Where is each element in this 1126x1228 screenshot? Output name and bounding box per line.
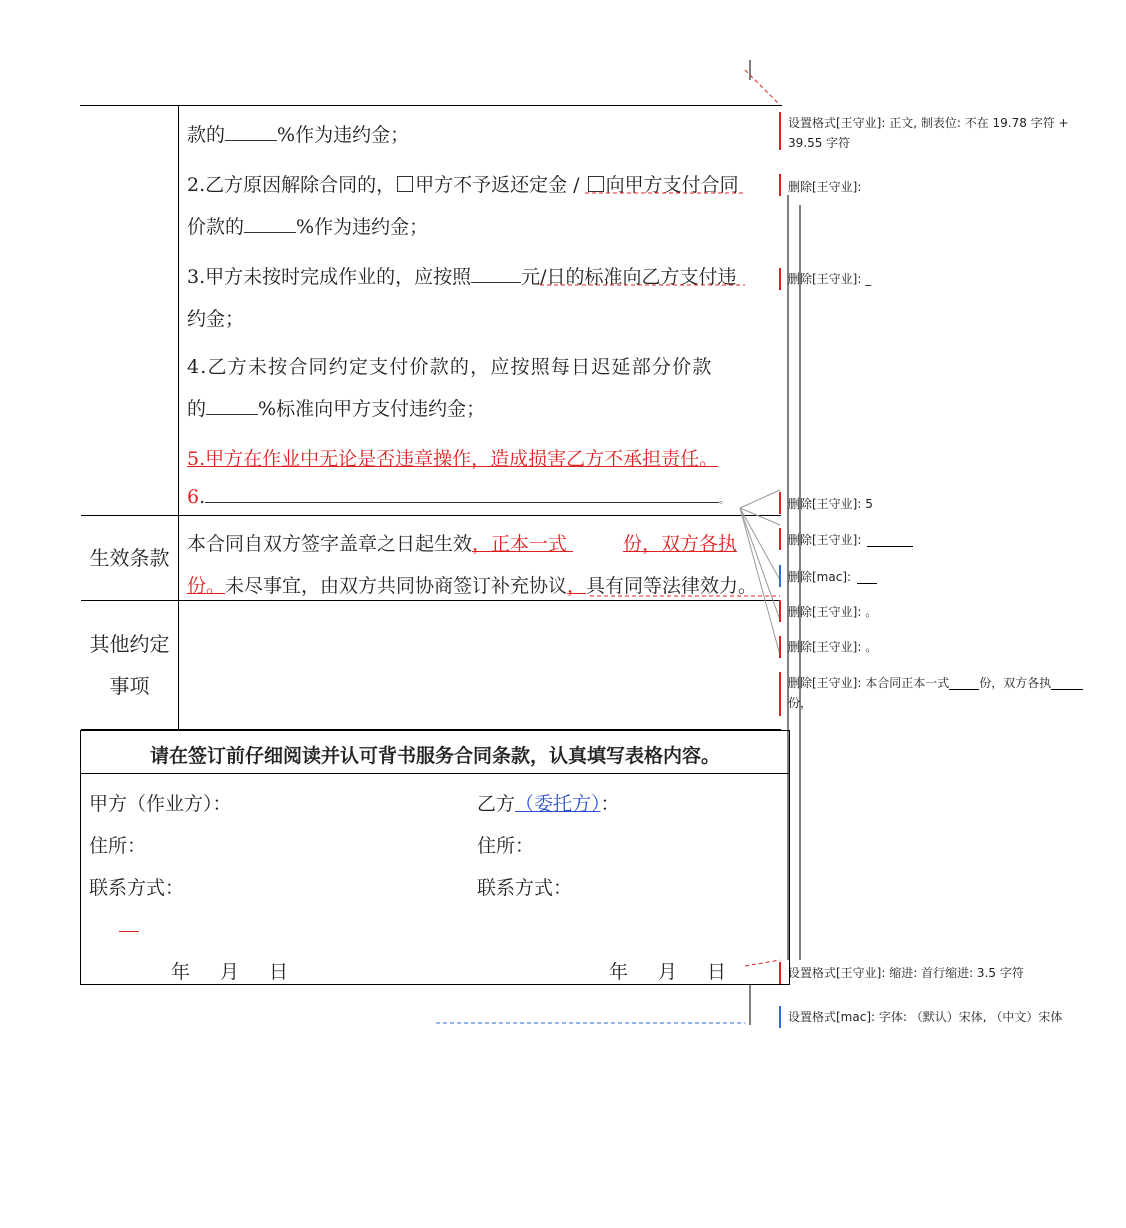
notice-text: 请在签订前仔细阅读并认可背书服务合同条款，认真填写表格内容。 <box>81 731 789 774</box>
comment-format-1[interactable]: 设置格式[王守业]: 正文, 制表位: 不在 19.78 字符 + 39.55 字符 <box>788 116 1069 150</box>
clause-line-6: 4.乙方未按合同约定支付价款的，应按照每日迟延部分价款 <box>187 356 713 378</box>
comment-marker <box>779 636 781 658</box>
comment-marker <box>779 962 781 984</box>
party-b-title: 乙方（委托方）： <box>477 793 620 815</box>
party-b-date: 年 月 日 <box>609 961 727 983</box>
effect-line-1: 本合同自双方签字盖章之日起生效，正本一式 份，双方各执 <box>187 533 738 555</box>
comment-format-2[interactable]: 设置格式[王守业]: 缩进: 首行缩进: 3.5 字符 <box>788 966 1024 980</box>
comment-delete-mac[interactable]: 删除[mac]: <box>788 568 877 585</box>
comment-marker <box>779 492 781 514</box>
other-label: 其他约定 事项 <box>81 600 179 729</box>
comment-delete-1[interactable]: 删除[王守业]: <box>788 180 862 194</box>
clause-line-9: 6. 。 <box>187 486 730 508</box>
clause-line-8-inserted: 5.甲方在作业中无论是否违章操作，造成损害乙方不承担责任。 <box>187 448 719 470</box>
comment-delete-5[interactable]: 删除[王守业]: 。 <box>788 605 878 619</box>
clause-line-2: 2.乙方原因解除合同的， 甲方不予返还定金 / 向甲方支付合同 <box>187 174 739 196</box>
comment-marker <box>779 565 781 587</box>
comment-delete-3[interactable]: 删除[王守业]: 5 <box>788 497 873 511</box>
comment-marker <box>779 600 781 622</box>
comment-marker <box>779 672 781 716</box>
party-a-title: 甲方（作业方）： <box>89 793 232 815</box>
comment-marker <box>779 174 781 196</box>
comment-delete-6[interactable]: 删除[王守业]: 。 <box>788 640 878 654</box>
comment-format-mac[interactable]: 设置格式[mac]: 字体: （默认）宋体, （中文）宋体 <box>788 1010 1063 1024</box>
clause-line-1: 款的 %作为违约金； <box>187 124 410 146</box>
clause-line-4: 3.甲方未按时完成作业的，应按照 元/日的标准向乙方支付违 <box>187 266 737 288</box>
clause-line-7: 的 %标准向甲方支付违约金； <box>187 398 486 420</box>
comment-delete-7[interactable]: 删除[王守业]: 本合同正本一式 份，双方各执 份， <box>788 674 1083 715</box>
effect-label: 生效条款 <box>81 515 179 600</box>
party-a-date: 年 月 日 <box>171 961 289 983</box>
comment-marker <box>779 112 781 150</box>
party-a-address: 住所： <box>89 835 147 857</box>
party-b-contact: 联系方式： <box>477 877 573 899</box>
comment-marker <box>779 268 781 290</box>
party-a-contact: 联系方式： <box>89 877 185 899</box>
party-b-address: 住所： <box>477 835 535 857</box>
clause-line-5: 约金； <box>187 308 245 330</box>
comment-marker <box>779 528 781 550</box>
comment-marker <box>779 1006 781 1028</box>
effect-line-2: 份。未尽事宜，由双方共同协商签订补充协议，具有同等法律效力。 <box>187 575 758 597</box>
comment-delete-2[interactable]: 删除[王守业]: _ <box>788 272 872 286</box>
clause-line-3: 价款的 %作为违约金； <box>187 216 429 238</box>
comment-delete-4[interactable]: 删除[王守业]: <box>788 531 913 548</box>
